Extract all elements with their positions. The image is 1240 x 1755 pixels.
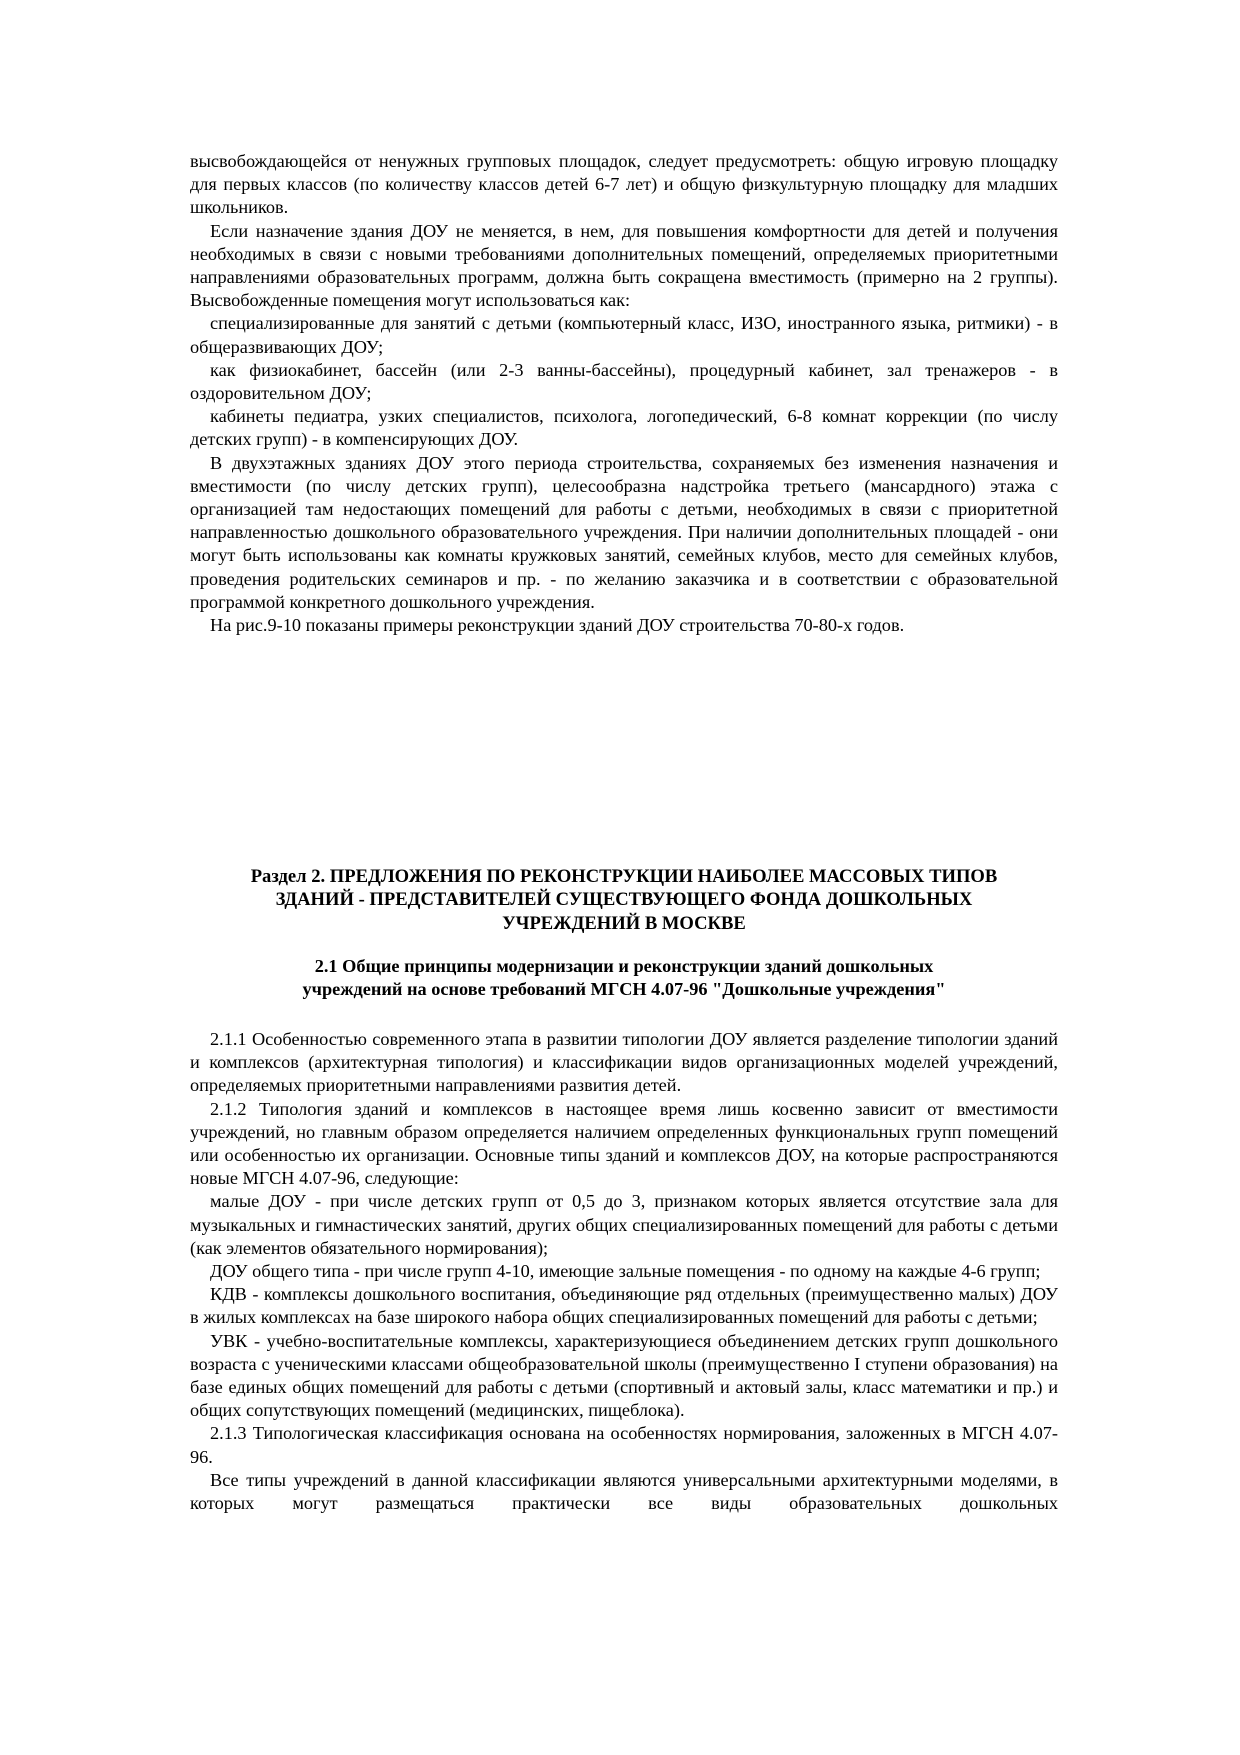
paragraph: малые ДОУ - при числе детских групп от 0,5 до 3, признаком которых является отсутствие зала для музыкальных и гимнастических занятий, других общих специализированных помещений для работы с детьми (как элементов обязательного нормирования); [190, 1191, 1058, 1258]
paragraph: Если назначение здания ДОУ не меняется, в нем, для повышения комфортности для детей и получения необходимых в связи с новыми требованиями дополнительных помещений, определяемых приоритетными направлениями образовательных программ, должна быть сокращена вместимость (примерно на 2 группы). Высвобожденные помещения могут использоваться как: [190, 220, 1058, 311]
paragraph: 2.1.2 Типология зданий и комплексов в настоящее время лишь косвенно зависит от вместимости учреждений, но главным образом определяется наличием определенных функциональных групп помещений или особенностью их организации. Основные типы зданий и комплексов ДОУ, на которые распространяются новые МГСН 4.07-96, следующие: [190, 1098, 1058, 1189]
paragraph: КДВ - комплексы дошкольного воспитания, объединяющие ряд отдельных (преимущественно малых) ДОУ в жилых комплексах на базе широкого набора общих специализированных помещений для работы с детьми; [190, 1284, 1058, 1328]
paragraph: Все типы учреждений в данной классификации являются универсальными архитектурными моделями, в которых могут размещаться практически все виды образовательных дошкольных [190, 1469, 1058, 1514]
paragraph: ДОУ общего типа - при числе групп 4-10, имеющие зальные помещения - по одному на каждые 4-6 групп; [210, 1261, 1041, 1282]
paragraph: УВК - учебно-воспитательные комплексы, характеризующиеся объединением детских групп дошкольного возраста с ученическими классами общеобразовательной школы (преимущественно I ступени образования) на базе единых общих помещений для работы с детьми (спортивный и актовый залы, класс математики и пр.) и общих сопутствующих помещений (медицинских, пищеблока). [190, 1330, 1058, 1421]
paragraph: как физиокабинет, бассейн (или 2-3 ванны-бассейны), процедурный кабинет, зал тренажеров - в оздоровительном ДОУ; [190, 359, 1058, 404]
subsection-heading [190, 955, 1058, 1001]
paragraph: 2.1.3 Типологическая классификация основана на особенностях нормирования, заложенных в МГСН 4.07-96. [190, 1423, 1058, 1467]
paragraph: 2.1.1 Особенностью современного этапа в развитии типологии ДОУ является разделение типологии зданий и комплексов (архитектурная типология) и классификации видов организационных моделей учреждений, определяемых приоритетными направлениями развития детей. [190, 1029, 1058, 1096]
section-heading-line: УЧРЕЖДЕНИЙ В МОСКВЕ [502, 912, 746, 934]
paragraph: высвобождающейся от ненужных групповых площадок, следует предусмотреть: общую игровую площадку для первых классов (по количеству классов детей 6-7 лет) и общую физкультурную площадку для младших школьников. [190, 151, 1058, 218]
section-heading-line: ЗДАНИЙ - ПРЕДСТАВИТЕЛЕЙ СУЩЕСТВУЮЩЕГО ФОНДА ДОШКОЛЬНЫХ [275, 889, 973, 911]
paragraph: В двухэтажных зданиях ДОУ этого периода строительства, сохраняемых без изменения назначения и вместимости (по числу детских групп), целесообразна надстройка третьего (мансардного) этажа с организацией там недостающих помещений для работы с детьми, необходимых в связи с приоритетной направленностью дошкольного образовательного учреждения. При наличии дополнительных площадей - они могут быть использованы как комнаты кружковых занятий, семейных клубов, место для семейных клубов, проведения родительских семинаров и пр. - по желанию заказчика и в соответствии с образовательной программой конкретного дошкольного учреждения. [190, 452, 1058, 612]
paragraph: кабинеты педиатра, узких специалистов, психолога, логопедический, 6-8 комнат коррекции (по числу детских групп) - в компенсирующих ДОУ. [190, 406, 1058, 450]
body-text-top [190, 150, 1058, 637]
subsection-heading-line: учреждений на основе требований МГСН 4.07-96 "Дошкольные учреждения" [302, 979, 946, 1000]
paragraph: На рис.9-10 показаны примеры реконструкции зданий ДОУ строительства 70-80-х годов. [210, 615, 905, 636]
paragraph: специализированные для занятий с детьми (компьютерный класс, ИЗО, иностранного языка, ритмики) - в общеразвивающих ДОУ; [190, 313, 1058, 357]
subsection-heading-line: 2.1 Общие принципы модернизации и реконструкции зданий дошкольных [314, 956, 934, 976]
body-text-bottom [190, 1028, 1058, 1515]
section-heading-line: Раздел 2. ПРЕДЛОЖЕНИЯ ПО РЕКОНСТРУКЦИИ НАИБОЛЕЕ МАССОВЫХ ТИПОВ [250, 866, 998, 887]
section-heading [190, 865, 1058, 935]
